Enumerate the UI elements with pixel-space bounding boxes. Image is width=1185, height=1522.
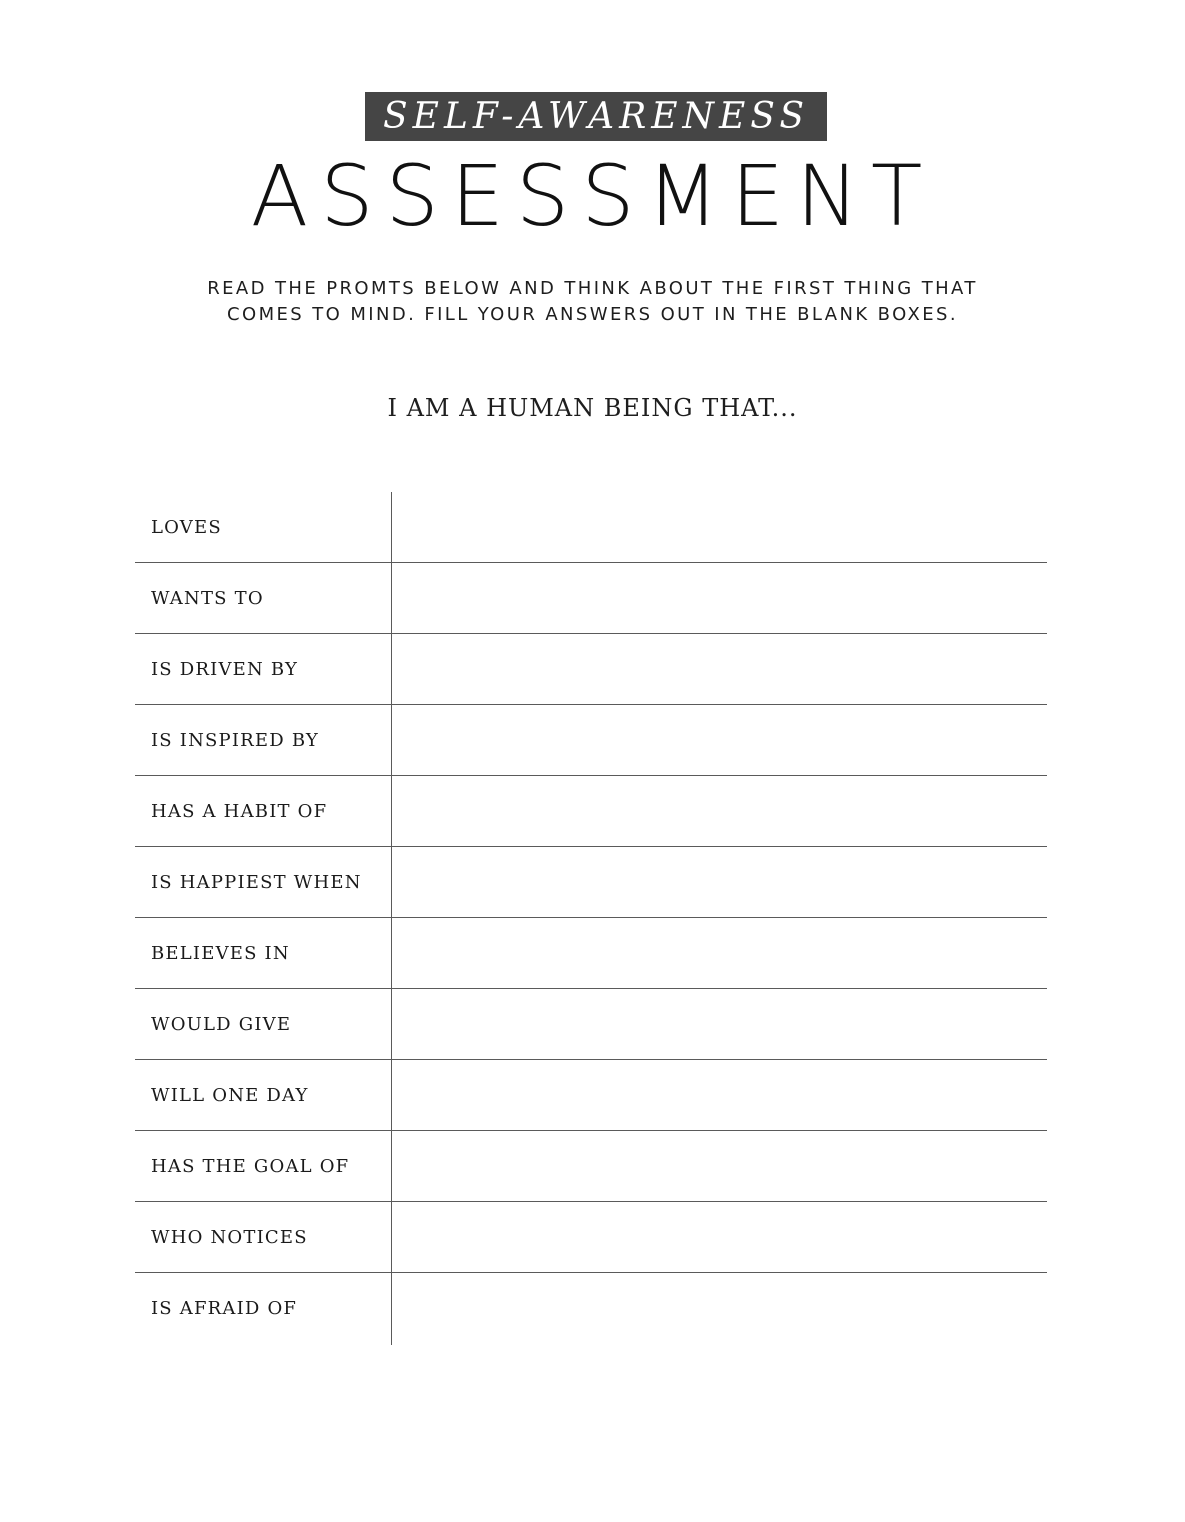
prompt-label: BELIEVES IN [151, 942, 290, 964]
prompt-label: IS AFRAID OF [151, 1297, 298, 1319]
subheading: I AM A HUMAN BEING THAT... [387, 394, 798, 422]
instructions-line-2: COMES TO MIND. FILL YOUR ANSWERS OUT IN THE BLANK BOXES. [227, 304, 958, 325]
prompt-label: IS HAPPIEST WHEN [151, 871, 362, 893]
instructions [100, 276, 1085, 328]
answer-box[interactable] [392, 492, 1047, 562]
prompt-label: WOULD GIVE [151, 1013, 292, 1035]
answer-box[interactable] [392, 918, 1047, 988]
page-title: ASSESSMENT [250, 147, 935, 245]
prompt-label: IS DRIVEN BY [151, 658, 299, 680]
prompt-table [135, 492, 1047, 1343]
prompt-label: IS INSPIRED BY [151, 729, 320, 751]
banner-text: SELF-AWARENESS [383, 95, 809, 137]
answer-box[interactable] [392, 989, 1047, 1059]
prompt-row-is-driven-by [135, 634, 1047, 705]
answer-box[interactable] [392, 705, 1047, 775]
answer-box[interactable] [392, 1273, 1047, 1343]
prompt-row-has-a-habit-of [135, 776, 1047, 847]
prompt-row-who-notices [135, 1202, 1047, 1273]
prompt-row-will-one-day [135, 1060, 1047, 1131]
prompt-row-would-give [135, 989, 1047, 1060]
prompt-label: HAS THE GOAL OF [151, 1155, 350, 1177]
prompt-row-is-inspired-by [135, 705, 1047, 776]
answer-box[interactable] [392, 1060, 1047, 1130]
answer-box[interactable] [392, 1202, 1047, 1272]
answer-box[interactable] [392, 634, 1047, 704]
instructions-line-1: READ THE PROMTS BELOW AND THINK ABOUT THE FIRST THING THAT [207, 278, 978, 299]
prompt-row-is-happiest-when [135, 847, 1047, 918]
prompt-row-loves [135, 492, 1047, 563]
column-divider [391, 492, 392, 1345]
answer-box[interactable] [392, 776, 1047, 846]
answer-box[interactable] [392, 563, 1047, 633]
answer-box[interactable] [392, 1131, 1047, 1201]
prompt-label: WILL ONE DAY [151, 1084, 309, 1106]
title-banner [365, 92, 827, 141]
prompt-row-wants-to [135, 563, 1047, 634]
answer-box[interactable] [392, 847, 1047, 917]
prompt-label: WHO NOTICES [151, 1226, 308, 1248]
prompt-row-is-afraid-of [135, 1273, 1047, 1343]
prompt-row-believes-in [135, 918, 1047, 989]
prompt-row-has-the-goal-of [135, 1131, 1047, 1202]
prompt-label: WANTS TO [151, 587, 264, 609]
prompt-label: HAS A HABIT OF [151, 800, 328, 822]
prompt-label: LOVES [151, 516, 222, 538]
